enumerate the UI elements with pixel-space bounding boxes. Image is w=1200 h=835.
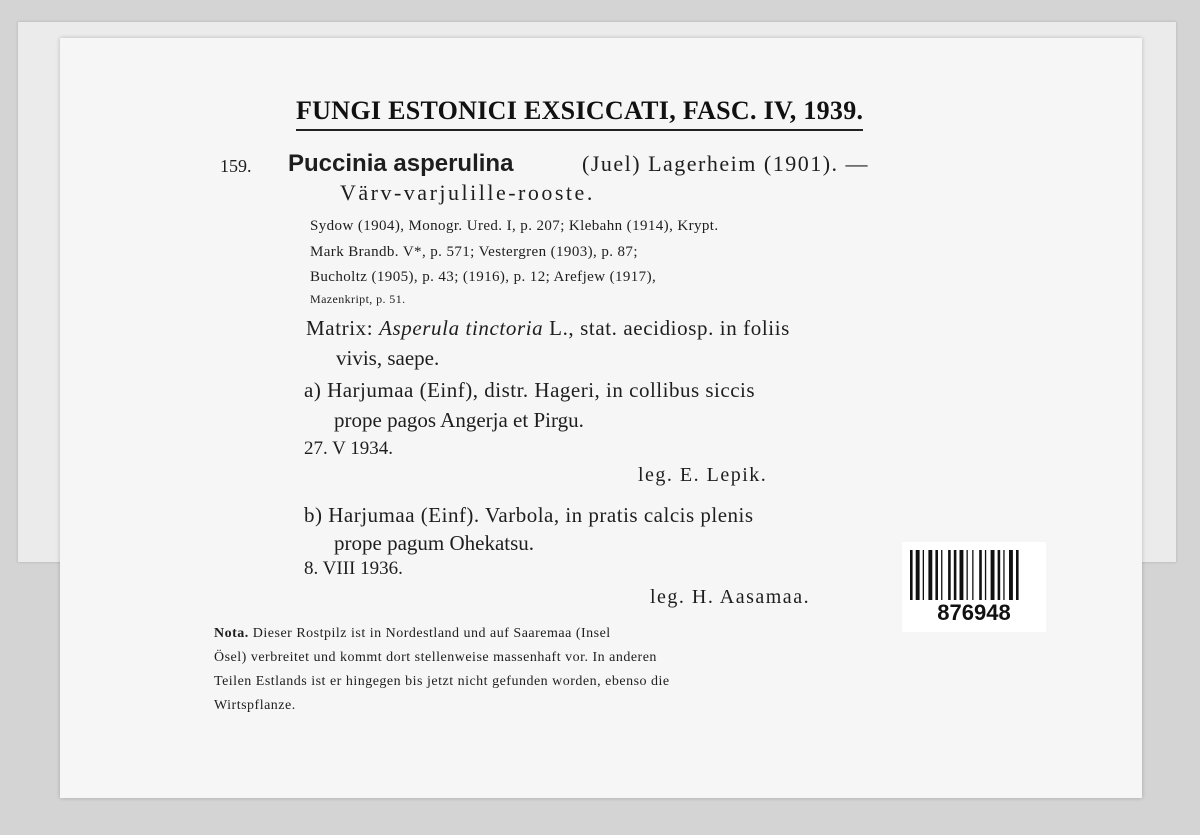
reference-line: Mark Brandb. V*, p. 571; Vestergren (1903), p. 87; bbox=[310, 244, 638, 260]
barcode-bar bbox=[916, 550, 920, 600]
barcode-bar bbox=[935, 550, 938, 600]
note-line-2: Ösel) verbreitet und kommt dort stellenweise massenhaft vor. In anderen bbox=[214, 650, 657, 665]
matrix-line bbox=[306, 316, 790, 341]
locality-a-line-1: a) Harjumaa (Einf), distr. Hageri, in collibus siccis bbox=[304, 378, 756, 402]
matrix-rest: L., stat. aecidiosp. in foliis bbox=[549, 316, 790, 340]
barcode-bar bbox=[972, 550, 973, 600]
reference-line: Mazenkript, p. 51. bbox=[310, 292, 406, 306]
locality-b-collector: leg. H. Aasamaa. bbox=[650, 586, 811, 608]
barcode-bar bbox=[941, 550, 942, 600]
barcode-bar bbox=[923, 550, 924, 600]
barcode-bar bbox=[910, 550, 913, 600]
reference-line: Sydow (1904), Monogr. Ured. I, p. 207; Klebahn (1914), Krypt. bbox=[310, 218, 719, 234]
vernacular-name: Värv-varjulille-rooste. bbox=[340, 180, 595, 205]
barcode-bar bbox=[967, 550, 968, 600]
barcode-bar bbox=[998, 550, 1001, 600]
barcode-bar bbox=[1016, 550, 1019, 600]
barcode-bar bbox=[928, 550, 932, 600]
locality-b-line-1: b) Harjumaa (Einf). Varbola, in pratis calcis plenis bbox=[304, 503, 754, 527]
barcode-bar bbox=[954, 550, 957, 600]
host-plant: Asperula tinctoria bbox=[379, 316, 544, 340]
reference-line: Bucholtz (1905), p. 43; (1916), p. 12; Arefjew (1917), bbox=[310, 269, 657, 285]
locality-b-date: 8. VIII 1936. bbox=[304, 558, 403, 579]
locality-b-line-2: prope pagum Ohekatsu. bbox=[334, 531, 535, 555]
barcode-bars bbox=[910, 550, 1038, 600]
barcode-bar bbox=[1009, 550, 1013, 600]
barcode-number: 876948 bbox=[937, 600, 1011, 625]
locality-a-collector: leg. E. Lepik. bbox=[638, 464, 768, 486]
barcode-bar bbox=[991, 550, 995, 600]
note-label: Nota. bbox=[214, 626, 249, 641]
locality-a-date: 27. V 1934. bbox=[304, 438, 394, 459]
locality-a-line-2: prope pagos Angerja et Pirgu. bbox=[334, 408, 584, 432]
barcode-bar bbox=[1003, 550, 1004, 600]
barcode-bar bbox=[979, 550, 982, 600]
note-line-1 bbox=[214, 626, 611, 642]
species-name: Puccinia asperulina bbox=[288, 150, 514, 177]
species-author: (Juel) Lagerheim (1901). — bbox=[582, 151, 870, 176]
barcode-bar bbox=[985, 550, 986, 600]
matrix-line-2: vivis, saepe. bbox=[336, 346, 440, 370]
barcode-bar bbox=[960, 550, 964, 600]
label-title: FUNGI ESTONICI EXSICCATI, FASC. IV, 1939. bbox=[296, 96, 863, 131]
note-line-3: Teilen Estlands ist er hingegen bis jetzt nicht gefunden worden, ebenso die bbox=[214, 674, 670, 689]
entry-number: 159. bbox=[220, 156, 252, 176]
note-line-4: Wirtspflanze. bbox=[214, 698, 296, 713]
note-text: Dieser Rostpilz ist in Nordestland und auf Saaremaa (Insel bbox=[252, 626, 611, 641]
barcode-sticker bbox=[902, 542, 1046, 632]
matrix-label: Matrix: bbox=[306, 316, 374, 340]
barcode-bar bbox=[948, 550, 951, 600]
